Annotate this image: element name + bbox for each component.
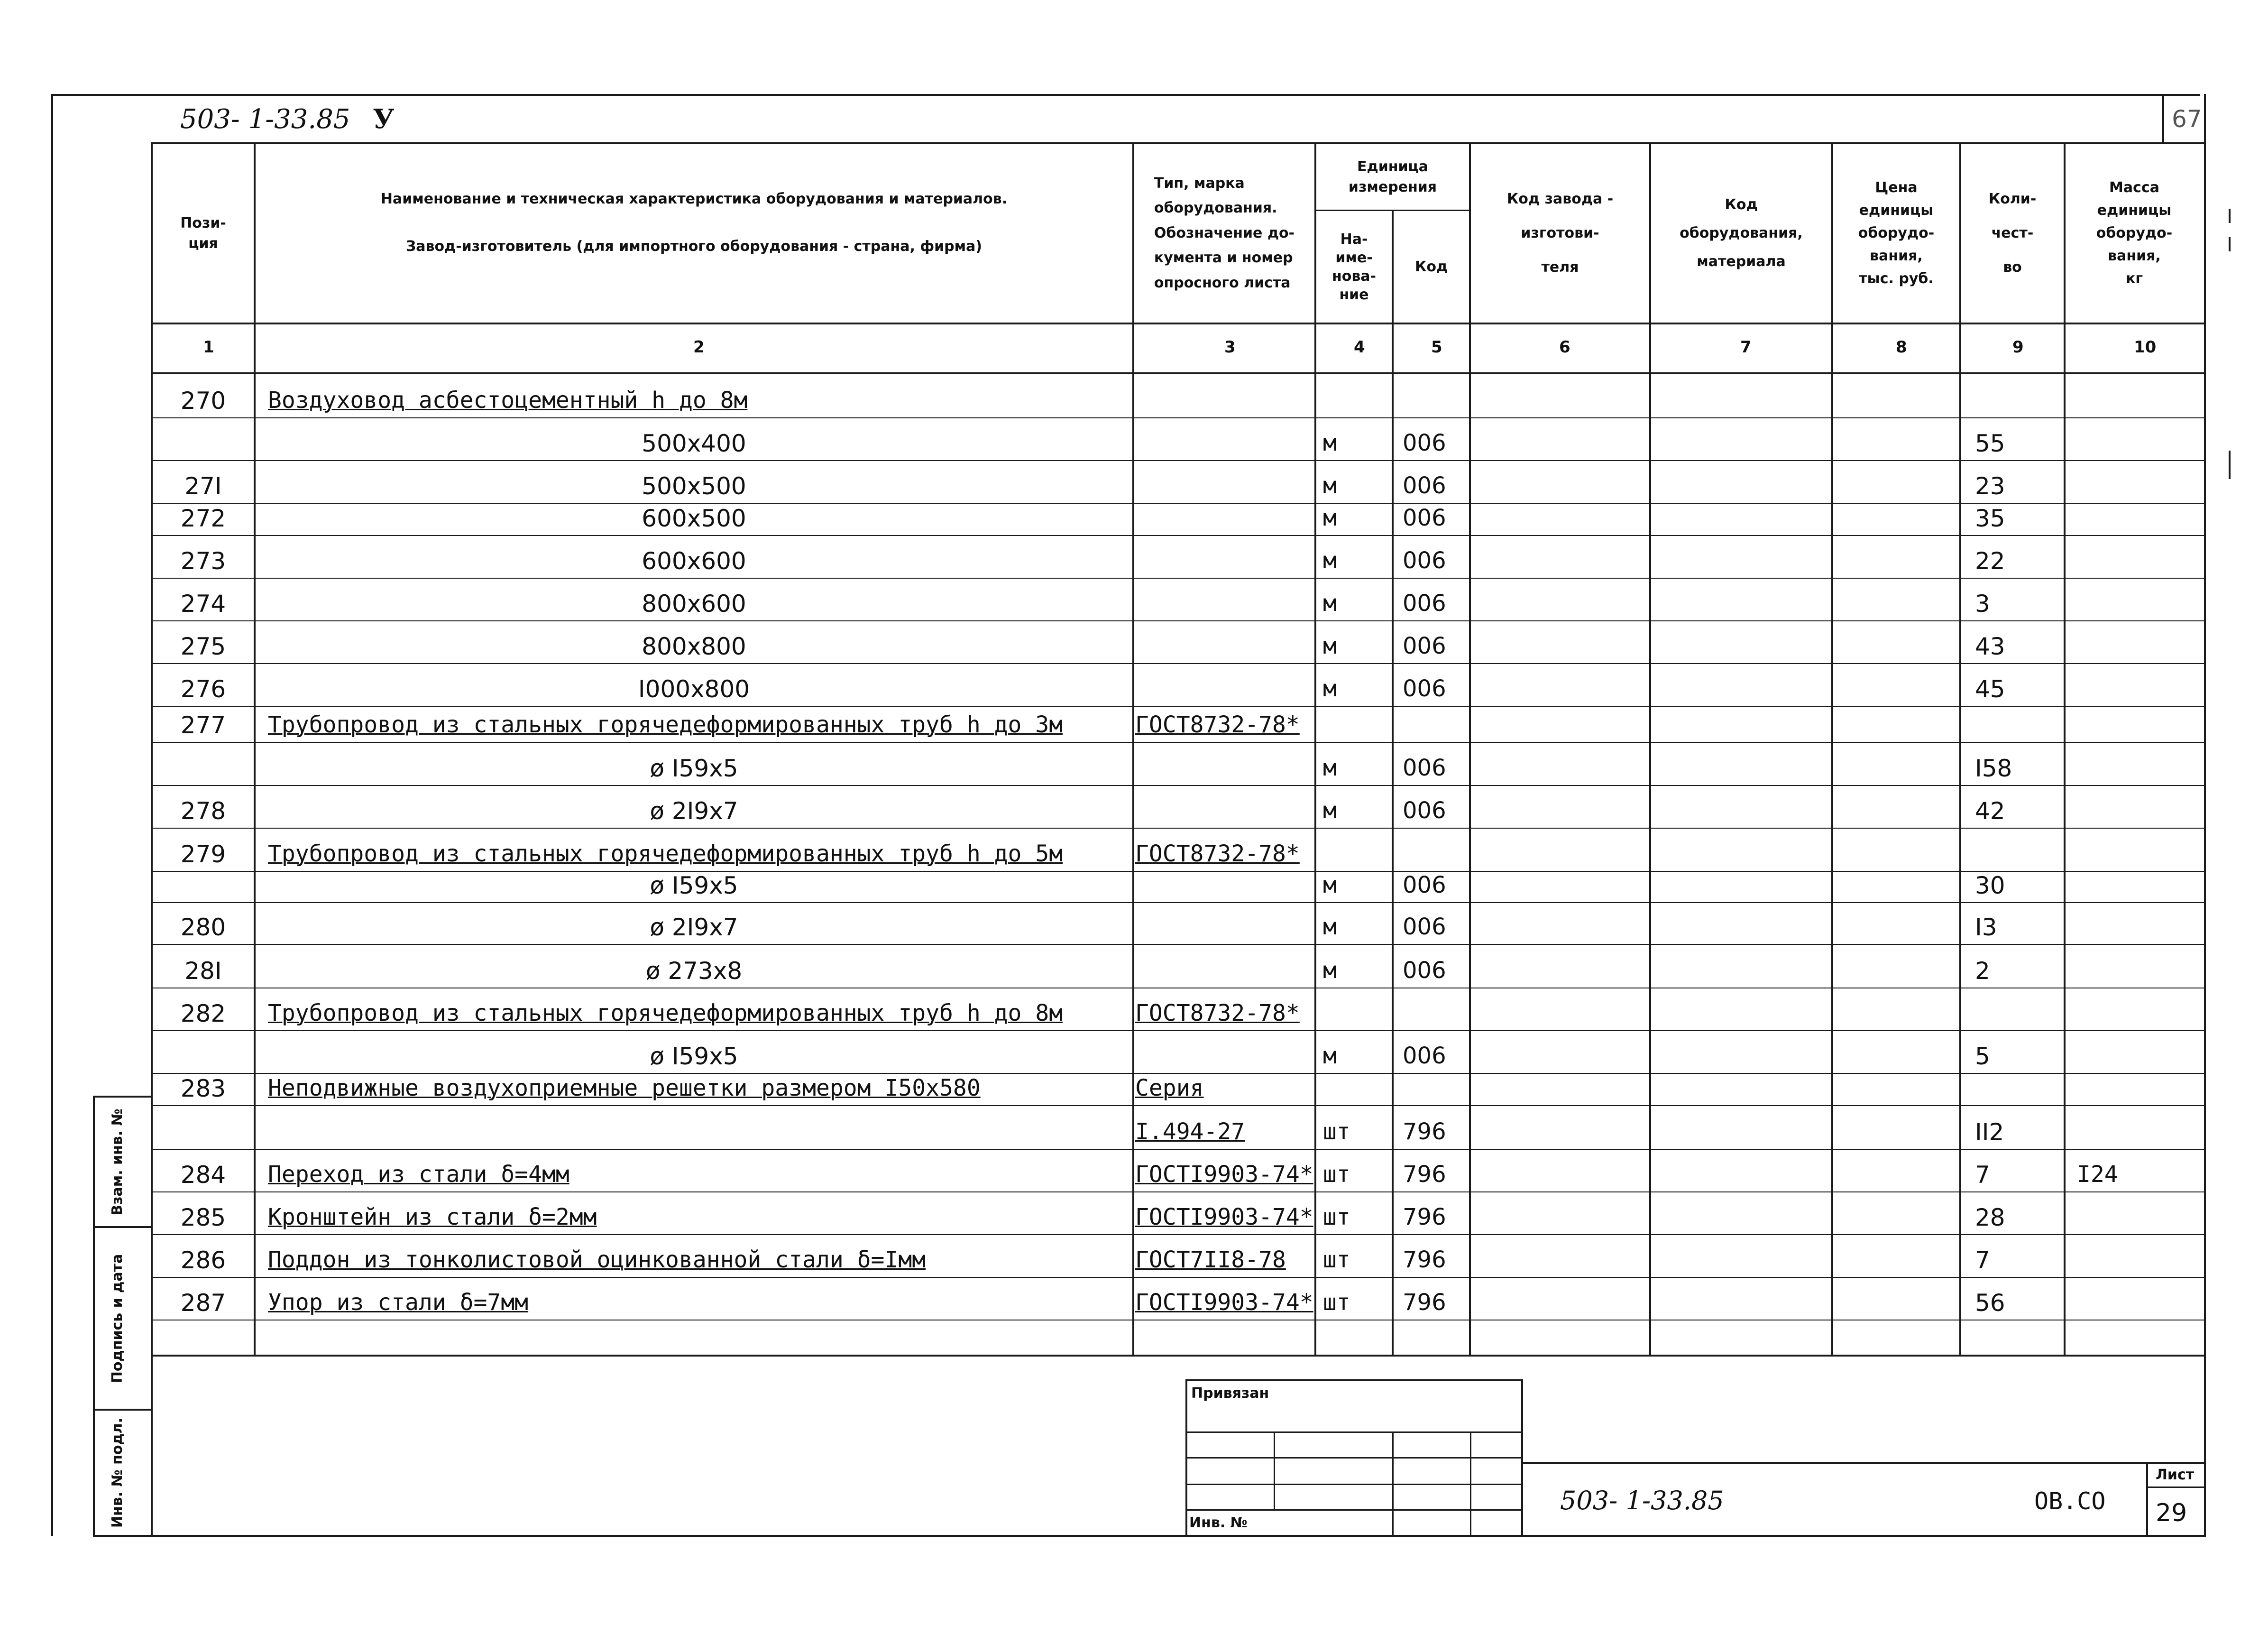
cell-unit: шт [1323, 1204, 1350, 1230]
cell-pos: 28I [184, 957, 222, 985]
cell-name: Поддон из тонколистовой оцинкованной стали δ=Iмм [268, 1246, 926, 1273]
cell-name: Трубопровод из стальных горячедеформированных труб h до 3м [268, 711, 1063, 738]
col-line-0 [151, 142, 153, 1537]
cell-code: 006 [1403, 505, 1446, 531]
cell-qty: 28 [1975, 1204, 2005, 1231]
cell-unit: м [1323, 797, 1337, 824]
cell-unit: шт [1323, 1161, 1350, 1188]
stamp-top-line [1523, 1462, 2206, 1464]
cell-qty: 35 [1975, 505, 2005, 532]
stamp-doc-code: 503- 1-33.85 [1560, 1486, 1724, 1515]
cell-pos: 282 [180, 1000, 226, 1027]
cell-dim: 800x600 [642, 590, 746, 618]
col-line-1 [254, 142, 256, 1357]
cell-unit: м [1323, 633, 1337, 659]
row-line [152, 460, 2205, 461]
cell-name: Кронштейн из стали δ=2мм [268, 1204, 597, 1230]
row-line [152, 1073, 2205, 1074]
list-box-left [2146, 1462, 2148, 1536]
cell-dim: ø 2I9x7 [650, 914, 738, 941]
row-line [152, 417, 2205, 418]
col-line-5 [1469, 142, 1471, 1357]
cell-code: 006 [1403, 957, 1446, 984]
row-line [152, 785, 2205, 786]
cell-unit: м [1323, 505, 1337, 531]
col-line-4 [1392, 210, 1394, 1357]
cell-code: 796 [1403, 1289, 1446, 1316]
cell-dim: ø I59x5 [650, 872, 738, 899]
cell-unit: м [1323, 675, 1337, 702]
cell-doc: ГОСТ8732-78* [1135, 711, 1300, 738]
cell-code: 796 [1403, 1246, 1446, 1273]
cell-pos: 276 [180, 675, 226, 703]
cell-code: 006 [1403, 1043, 1446, 1069]
privyazan-v2 [1392, 1431, 1394, 1536]
cell-code: 006 [1403, 755, 1446, 781]
list-box-mid [2146, 1487, 2206, 1488]
cell-mass: I24 [2077, 1161, 2118, 1188]
cell-qty: 23 [1975, 472, 2005, 500]
cell-dim: I000x800 [638, 675, 750, 703]
cell-qty: 3 [1975, 590, 1990, 618]
header-unit: Единица измерения [1348, 158, 1437, 195]
cell-pos: 279 [180, 840, 226, 868]
doc-code-suffix: У [373, 103, 395, 135]
row-line [152, 1030, 2205, 1031]
cell-pos: 270 [180, 387, 226, 415]
col-line-8 [1959, 142, 1961, 1357]
cell-doc: I.494-27 [1135, 1118, 1245, 1145]
cell-doc: ГОСТ8732-78* [1135, 1000, 1300, 1026]
cell-doc: ГОСТI9903-74* [1135, 1289, 1313, 1316]
header-price: Цена единицы оборудо- вания, тыс. руб. [1858, 179, 1935, 287]
cell-pos: 273 [180, 547, 226, 575]
cell-name: Упор из стали δ=7мм [268, 1289, 529, 1316]
row-line [152, 535, 2205, 536]
header-equipment-code: Код оборудования, материала [1680, 196, 1803, 270]
cell-qty: I3 [1975, 914, 1997, 941]
row-line [152, 1234, 2205, 1235]
cell-unit: м [1323, 590, 1337, 617]
row-line [152, 663, 2205, 664]
row-line [152, 828, 2205, 829]
row-line [152, 620, 2205, 621]
cell-pos: 284 [180, 1161, 226, 1189]
cell-code: 796 [1403, 1161, 1446, 1188]
cell-qty: 45 [1975, 675, 2005, 703]
table-last-row-line [152, 1355, 2205, 1357]
page-number-top: 67 [2172, 105, 2202, 133]
edge-mark-1 [2229, 209, 2231, 223]
privyazan-top [1185, 1379, 1523, 1381]
side-label-inv-podl: Инв. № подл. [109, 1417, 126, 1528]
cell-name: Трубопровод из стальных горячедеформированных труб h до 5м [268, 840, 1063, 867]
row-line [152, 742, 2205, 743]
header-unit-code: Код [1414, 259, 1448, 276]
cell-qty: 7 [1975, 1246, 1990, 1274]
row-line [152, 902, 2205, 903]
privyazan-label: Привязан [1191, 1385, 1269, 1402]
cell-code: 006 [1403, 590, 1446, 617]
cell-unit: шт [1323, 1246, 1350, 1273]
frame-left-line [51, 94, 53, 1536]
col-line-6 [1649, 142, 1651, 1357]
header-quantity: Коли- чест- во [1988, 191, 2037, 276]
row-line [152, 578, 2205, 579]
header-unit-name: На- име- нова- ние [1331, 231, 1377, 303]
cell-unit: м [1323, 872, 1337, 898]
stamp-sheet-code: ОВ.СО [2034, 1487, 2106, 1515]
cell-qty: 30 [1975, 872, 2005, 899]
cell-unit: м [1323, 914, 1337, 940]
cell-name: Воздуховод асбестоцементный h до 8м [268, 387, 748, 414]
cell-code: 006 [1403, 872, 1446, 898]
cell-pos: 280 [180, 914, 226, 941]
cell-code: 796 [1403, 1204, 1446, 1230]
cell-qty: 56 [1975, 1289, 2005, 1317]
doc-code-top-text: 503- 1-33.85 [180, 104, 350, 135]
header-mass: Масса единицы оборудо- вания, кг [2096, 179, 2173, 287]
cell-dim: 800x800 [642, 633, 746, 660]
cell-unit: шт [1323, 1289, 1350, 1316]
cell-code: 006 [1403, 675, 1446, 702]
row-line [152, 1105, 2205, 1106]
cell-code: 006 [1403, 797, 1446, 824]
cell-qty: 43 [1975, 633, 2005, 660]
cell-dim: ø I59x5 [650, 1043, 738, 1070]
row-line [152, 1277, 2205, 1278]
cell-qty: II2 [1975, 1118, 2004, 1146]
edge-mark-3 [2229, 451, 2231, 479]
cell-dim: 600x500 [642, 505, 746, 532]
cell-pos: 283 [180, 1075, 226, 1102]
cell-pos: 275 [180, 633, 226, 660]
cell-code: 006 [1403, 633, 1446, 659]
cell-unit: м [1323, 547, 1337, 574]
cell-dim: 500x500 [642, 472, 746, 500]
privyazan-h4 [1185, 1509, 1523, 1511]
privyazan-h2 [1185, 1457, 1523, 1459]
cell-qty: 42 [1975, 797, 2005, 825]
cell-code: 796 [1403, 1118, 1446, 1145]
privyazan-v3 [1470, 1431, 1471, 1536]
cell-pos: 27I [184, 472, 222, 500]
header-type: Тип, марка оборудования. Обозначение до- кумента и номер опросного листа [1154, 175, 1295, 291]
frame-page-box-left [2162, 94, 2164, 144]
cell-pos: 274 [180, 590, 226, 618]
privyazan-h1 [1185, 1431, 1523, 1433]
cell-unit: шт [1323, 1118, 1350, 1145]
cell-qty: 2 [1975, 957, 1990, 985]
row-line [152, 503, 2205, 504]
page-bottom-line [151, 1535, 2206, 1537]
row-line [152, 1149, 2205, 1150]
cell-pos: 285 [180, 1204, 226, 1231]
cell-qty: I58 [1975, 755, 2012, 782]
col-line-2 [1132, 142, 1134, 1357]
cell-dim: ø 273x8 [645, 957, 743, 985]
cell-unit: м [1323, 1043, 1337, 1069]
edge-mark-2 [2229, 237, 2231, 251]
header-factory-code: Код завода - изготови- теля [1506, 191, 1614, 276]
cell-code: 006 [1403, 472, 1446, 499]
list-number: 29 [2156, 1499, 2187, 1527]
col-line-7 [1831, 142, 1833, 1357]
cell-name: Переход из стали δ=4мм [268, 1161, 569, 1188]
row-line [152, 944, 2205, 945]
cell-pos: 287 [180, 1289, 226, 1317]
colnum-bottom-line [152, 372, 2205, 374]
cell-name: Трубопровод из стальных горячедеформированных труб h до 8м [268, 1000, 1063, 1026]
cell-dim: ø I59x5 [650, 755, 738, 782]
frame-top-line [52, 94, 2200, 96]
cell-pos: 277 [180, 711, 226, 739]
col-line-3 [1314, 142, 1316, 1357]
cell-name: Неподвижные воздухоприемные решетки размером I50x580 [268, 1075, 981, 1101]
cell-dim: ø 2I9x7 [650, 797, 738, 825]
header-position: Пози- ция [180, 214, 226, 252]
cell-code: 006 [1403, 430, 1446, 456]
cell-dim: 600x600 [642, 547, 746, 575]
cell-doc: ГОСТ7II8-78 [1135, 1246, 1286, 1273]
row-line [152, 706, 2205, 707]
cell-code: 006 [1403, 914, 1446, 940]
header-name-line1: Наименование и техническая характеристика оборудования и материалов. [380, 191, 1008, 208]
side-label-podpis: Подпись и дата [109, 1254, 126, 1384]
privyazan-h3 [1185, 1484, 1523, 1485]
cell-doc: ГОСТ8732-78* [1135, 840, 1300, 867]
cell-unit: м [1323, 957, 1337, 984]
cell-doc: Серия [1135, 1075, 1204, 1101]
cell-pos: 286 [180, 1246, 226, 1274]
header-name-line2: Завод-изготовитель (для импортного оборудования - страна, фирма) [405, 238, 982, 255]
cell-qty: 55 [1975, 430, 2005, 457]
cell-unit: м [1323, 430, 1337, 456]
cell-unit: м [1323, 755, 1337, 781]
cell-qty: 22 [1975, 547, 2005, 575]
cell-qty: 5 [1975, 1043, 1990, 1070]
privyazan-v1 [1274, 1431, 1275, 1509]
cell-dim: 500x400 [642, 430, 746, 457]
side-strip-left-line [93, 1096, 95, 1537]
doc-code-top [180, 103, 395, 135]
cell-pos: 278 [180, 797, 226, 825]
cell-doc: ГОСТI9903-74* [1135, 1204, 1313, 1230]
cell-qty: 7 [1975, 1161, 1990, 1189]
cell-unit: м [1323, 472, 1337, 499]
inv-no-label: Инв. № [1189, 1514, 1248, 1531]
row-line [152, 1191, 2205, 1192]
list-label: Лист [2156, 1467, 2195, 1483]
side-label-vzam: Взам. инв. № [109, 1108, 126, 1216]
col-line-9 [2064, 142, 2066, 1357]
cell-code: 006 [1403, 547, 1446, 574]
header-bottom-line [152, 323, 2205, 324]
cell-pos: 272 [180, 505, 226, 532]
cell-doc: ГОСТI9903-74* [1135, 1161, 1313, 1188]
